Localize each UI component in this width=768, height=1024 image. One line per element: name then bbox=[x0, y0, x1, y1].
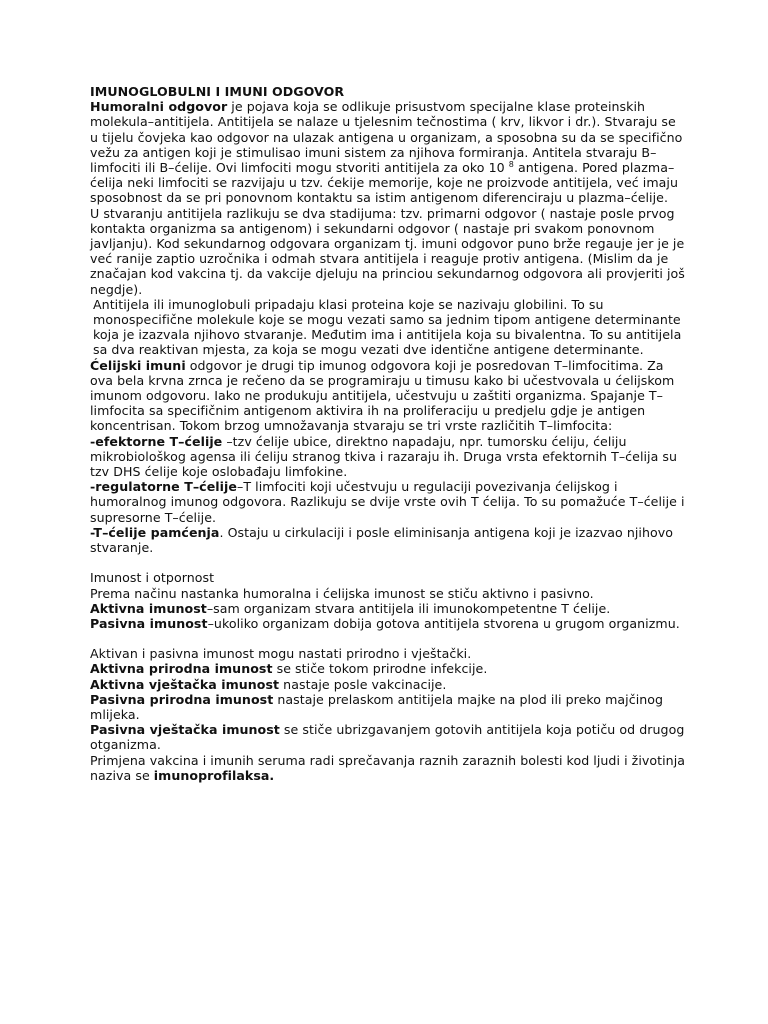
document-body bbox=[90, 84, 686, 783]
definition-text: –ukoliko organizam dobija gotova antitijela stvorena u grugom organizmu. bbox=[207, 615, 680, 631]
list-item-text: –tzv ćelije ubice, direktno napadaju, npr. tumorsku ćeliju, ćeliju mikrobiološkog agensa ili ćeliju stranog tkiva i razaraju ih. Druga vrsta efektornih T–ćelija su tzv DHS ćelije koje oslobađaju limfokine. bbox=[90, 433, 678, 480]
term-pamcenja: -T–ćelije pamćenja bbox=[90, 524, 220, 540]
definition-text: se stiče tokom prirodne infekcije. bbox=[272, 661, 488, 677]
paragraph-antitijela: Antitijela ili imunoglobuli pripadaju klasi proteina koje se nazivaju globilini. To su monospecifične molekule koje se mogu vezati samo sa jednim tipom antigene determinante koja je izazvala njihovo stvaranje. Međutim ima i antitijela koja su bivalentna. To su antitijela sa dva reaktivan mjesta, za koja se mogu vezati dve identične antigene determinante. bbox=[93, 296, 682, 358]
term-pasivna-imunost: Pasivna imunost bbox=[90, 615, 208, 631]
definition-aktivna-prirodna bbox=[90, 661, 686, 676]
spacer bbox=[90, 555, 686, 570]
paragraph-celijski-imuni bbox=[90, 358, 686, 434]
term-imunoprofilaksa: imunoprofilaksa. bbox=[153, 767, 275, 783]
paragraph-stadijumi: U stvaranju antitijela razlikuju se dva stadijuma: tzv. primarni odgovor ( nastaje posle prvog kontakta organizma sa antigenom) i sekundarni odgovor ( nastaje pri svakom ponovnom javljanju). Kod sekundarnog odgovara organizam tj. imuni odgovor puno brže regauje jer je je već ranije zaptio uzročnika i odmah stvara antitijela i reaguje protiv antigena. (Mislim da je značajan kod vakcina tj. da vakcije djeluju na princiou sekundarnog odgovora ali provjeriti još negdje). bbox=[90, 205, 685, 297]
term-aktivna-imunost: Aktivna imunost bbox=[90, 600, 207, 616]
list-item-efektorne bbox=[90, 434, 686, 480]
document-title: IMUNOGLOBULNI I IMUNI ODGOVOR bbox=[90, 84, 345, 99]
spacer bbox=[90, 631, 686, 646]
paragraph-text: odgovor je drugi tip imunog odgovora koji je posredovan T–limfocitima. Za ova bela krvna zrnca je rečeno da se programiraju u timusu kako bi učestvovala u ćelijskom imunom odgovoru. Iako ne produkuju antitijela, učestvuju u zaštiti organizma. Spajanje T–limfocita sa specifičnim antigenom aktivira ih na proliferaciju u predjelu gdje je antigen koncentrisan. Tokom brzog umnožavanja stvaraju se tri vrste različitih T–limfocita: bbox=[90, 357, 675, 434]
definition-text: nastaje prelaskom antitijela majke na plod ili preko majčinog mlijeka. bbox=[90, 691, 664, 722]
definition-pasivna-imunost bbox=[90, 616, 686, 631]
definition-aktivna-vjestacka bbox=[90, 677, 686, 692]
definition-pasivna-vjestacka bbox=[90, 722, 686, 752]
definition-pasivna-prirodna bbox=[90, 692, 686, 722]
paragraph-text: Primjena vakcina i imunih seruma radi sprečavanja raznih zaraznih bolesti kod ljudi i životinja naziva se bbox=[90, 752, 686, 783]
paragraph-humoralni-odgovor bbox=[90, 99, 686, 205]
list-item-text: –T limfociti koji učestvuju u regulaciji povezivanja ćelijskog i humoralnog imunog odgovora. Razlikuju se dvije vrste ovih T ćelija. To su pomažuće T–ćelije i supresorne T–ćelije. bbox=[90, 479, 685, 525]
definition-aktivna-imunost bbox=[90, 601, 686, 616]
term-humoralni-odgovor: Humoralni odgovor bbox=[90, 99, 228, 115]
paragraph-prirodno-vjestacki: Aktivan i pasivna imunost mogu nastati prirodno i vještački. bbox=[90, 646, 472, 662]
paragraph-text: je pojava koja se odlikuje prisustvom specijalne klase proteinskih molekula–antitijela. Antitijela se nalaze u tjelesnim tečnostima ( krv, likvor i dr.). Stvaraju se u tijelu čovjeka kao odgovor na ulazak antigena u organizam, a sposobna su da se specifično vežu za antigen koji je stimulisao imuni sistem za njihova formiranja. Antitela stvaraju B–limfociti ili B–ćelije. Ovi limfociti mogu stvoriti antitijela za oko 10 bbox=[90, 99, 683, 176]
list-item-text: . Ostaju u cirkulaciji i posle eliminisanja antigena koji je izazvao njihovo stvaranje. bbox=[90, 524, 674, 556]
exponent: 8 bbox=[508, 160, 514, 170]
list-item-regulatorne bbox=[90, 479, 686, 525]
term-pasivna-vjestacka: Pasivna vještačka imunost bbox=[90, 722, 280, 738]
paragraph-imunoprofilaksa bbox=[90, 753, 686, 783]
definition-text: –sam organizam stvara antitijela ili imunokompetentne T ćelije. bbox=[206, 600, 611, 616]
term-pasivna-prirodna: Pasivna prirodna imunost bbox=[90, 691, 274, 707]
paragraph-nacin-nastanka: Prema načinu nastanka humoralna i ćelijska imunost se stiču aktivno i pasivno. bbox=[90, 585, 594, 601]
definition-text: se stiče ubrizgavanjem gotovih antitijela koja potiču od drugog otganizma. bbox=[90, 722, 685, 753]
term-aktivna-vjestacka: Aktivna vještačka imunost bbox=[90, 676, 280, 692]
term-efektorne: -efektorne T–ćelije bbox=[90, 433, 223, 449]
list-item-pamcenja bbox=[90, 525, 686, 555]
section-heading-imunost: Imunost i otpornost bbox=[90, 570, 215, 586]
paragraph-text-continued: antigena. Pored plazma–ćelija neki limfociti se razvijaju u tzv. ćekije memorije, koje ne proizvode antitijela, već imaju sposobnost da se pri ponovnom kontaktu sa istim antigenom diferenciraju u plazma–ćelije. bbox=[90, 160, 678, 206]
term-aktivna-prirodna: Aktivna prirodna imunost bbox=[90, 661, 273, 677]
term-regulatorne: -regulatorne T–ćelije bbox=[90, 479, 237, 495]
term-celijski-imuni: Ćelijski imuni bbox=[90, 357, 186, 373]
definition-text: nastaje posle vakcinacije. bbox=[279, 676, 447, 692]
